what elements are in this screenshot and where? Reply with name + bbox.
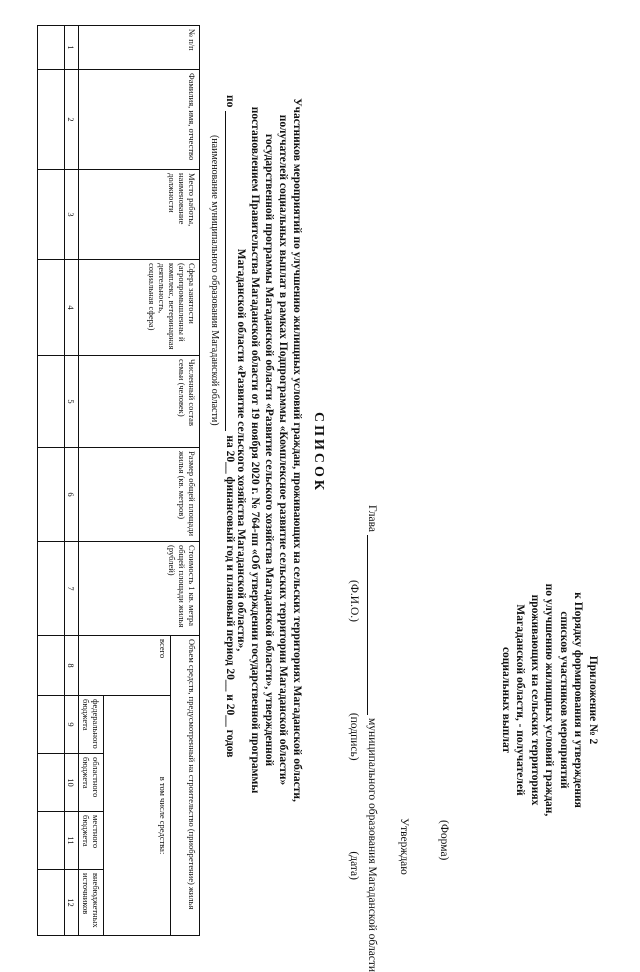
caption-fio: (Ф.И.О.) bbox=[348, 580, 360, 622]
appendix-line: Приложение № 2 bbox=[587, 655, 599, 745]
appendix-line: по улучшению жилищных условий граждан, bbox=[543, 583, 556, 817]
approve-head-line bbox=[366, 505, 378, 972]
column-number: 6 bbox=[65, 448, 79, 542]
header-housing-area: Размер общей площади жилья (кв. метров) bbox=[79, 448, 200, 542]
header-family-size: Численный состав семьи (человек) bbox=[79, 356, 200, 448]
document-title: СПИСОК bbox=[311, 411, 326, 494]
appendix-line: проживающих на сельских территориях bbox=[529, 594, 541, 806]
municipality-caption: (наименование муниципального образования Магаданской области) bbox=[209, 135, 220, 426]
column-number: 9 bbox=[65, 696, 79, 754]
document-subtitle: Участников мероприятий по улучшению жилищных условий граждан, проживающих на сельских территориях Магаданской области, получателей социальных выплат в рамках Подпрограммы «Комплексное развитие сельских территории Магаданской области» государственной программы Магаданской области «Развитие сельского хозяйства Магаданской области», утвержденной постановлением Правительства Магаданской области от 19 ноября 2020 г. № 764-пп «Об утверждении государственной программы Магаданской области «Развитие сельского хозяйства Магаданской области», bbox=[235, 98, 303, 802]
appendix-line: социальных выплат bbox=[500, 646, 512, 754]
empty-data-row bbox=[38, 26, 65, 936]
column-number: 11 bbox=[65, 812, 79, 870]
column-number: 2 bbox=[65, 70, 79, 170]
period-prefix: по bbox=[224, 95, 236, 108]
header-number: № п/п bbox=[79, 26, 200, 70]
header-price-per-meter: Стоимость 1 кв. метра общей площади жилья (рублей) bbox=[79, 542, 200, 636]
period-text: на 20__ финансовый год и плановый период 20__ и 20__ годов bbox=[224, 435, 236, 758]
header-federal: федерального бюджета bbox=[79, 696, 104, 754]
column-number: 3 bbox=[65, 170, 79, 260]
head-suffix: муниципального образования Магаданской области bbox=[366, 718, 378, 972]
participants-table bbox=[37, 25, 200, 936]
column-number: 10 bbox=[65, 754, 79, 812]
form-label: (Форма) bbox=[438, 820, 450, 861]
appendix-line: списков участников мероприятий bbox=[558, 611, 570, 789]
column-number: 5 bbox=[65, 356, 79, 448]
appendix-line: к Порядку формирования и утверждения bbox=[572, 592, 585, 808]
head-blank-line bbox=[367, 535, 368, 715]
header-employment-sphere: Сфера занятости (агропромышленны й комплекс, ветеринарная деятельность, социальная сфера) bbox=[79, 260, 200, 356]
signature-captions bbox=[348, 580, 360, 880]
column-number: 7 bbox=[65, 542, 79, 636]
caption-date: (дата) bbox=[348, 851, 360, 880]
header-funds-volume: Объем средств, предусмотренный на строительство (приобретение) жилья bbox=[171, 636, 200, 936]
header-full-name: Фамилия, имя, отчество bbox=[79, 70, 200, 170]
approve-word: Утверждаю bbox=[398, 818, 410, 875]
column-number-row bbox=[65, 26, 79, 936]
caption-sign: (подпись) bbox=[348, 712, 360, 761]
column-number: 12 bbox=[65, 870, 79, 936]
head-prefix: Глава bbox=[366, 505, 378, 533]
header-total: всего bbox=[79, 636, 171, 696]
column-number: 4 bbox=[65, 260, 79, 356]
header-offbudget: внебюджетных источников bbox=[79, 870, 104, 936]
appendix-line: Магаданской области, - получателей bbox=[514, 604, 527, 796]
header-local: местного бюджета bbox=[79, 812, 104, 870]
header-regional: областного бюджета bbox=[79, 754, 104, 812]
column-number: 1 bbox=[65, 26, 79, 70]
municipality-blank-line bbox=[225, 111, 226, 431]
header-including: в том числе средства: bbox=[104, 696, 171, 936]
header-row bbox=[171, 26, 200, 936]
appendix-block bbox=[499, 520, 601, 880]
header-workplace: Место работы, наименование должности bbox=[79, 170, 200, 260]
period-line bbox=[224, 95, 236, 758]
column-number: 8 bbox=[65, 636, 79, 696]
